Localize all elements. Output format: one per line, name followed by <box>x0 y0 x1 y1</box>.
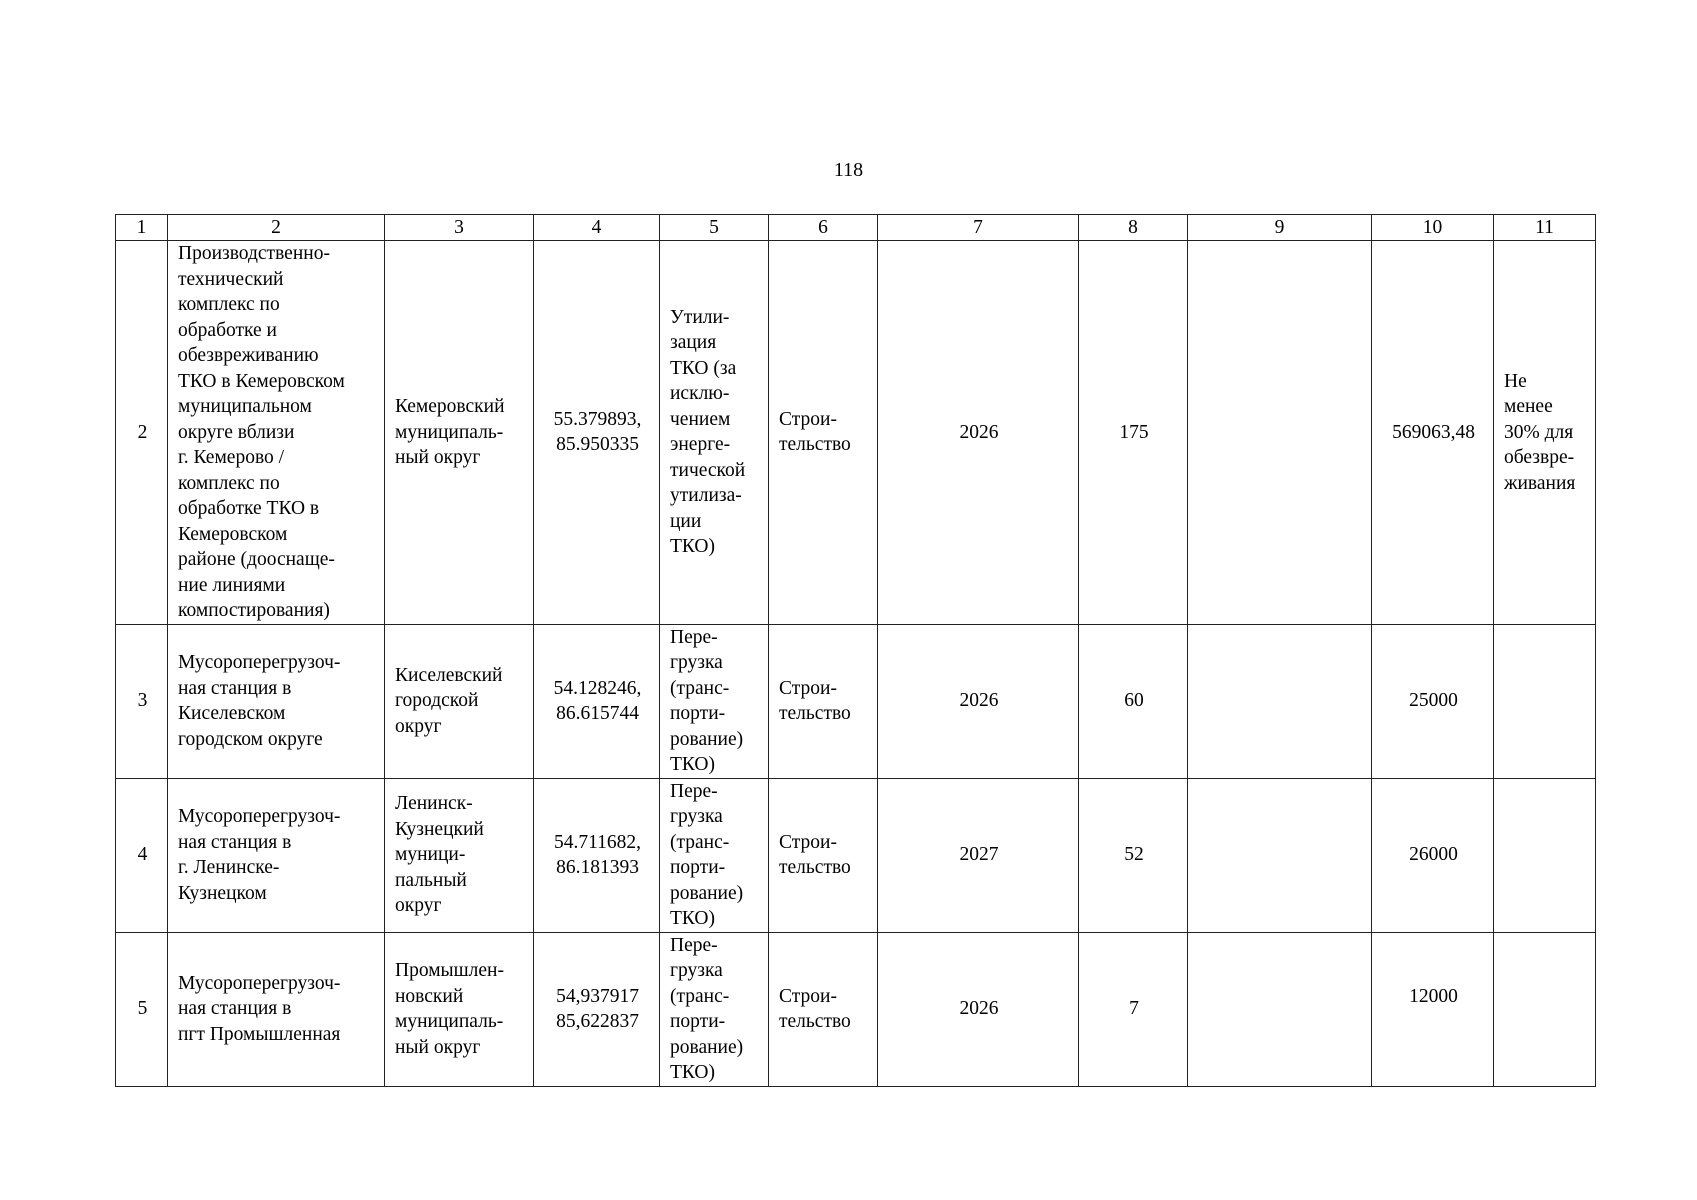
cost-cell: 25000 <box>1372 624 1494 778</box>
header-row <box>116 215 1596 241</box>
row-number-cell: 4 <box>116 778 168 932</box>
cost-cell <box>1372 932 1494 1086</box>
location-cell: Киселевский городской округ <box>385 624 534 778</box>
year-cell: 2027 <box>878 778 1079 932</box>
year-cell: 2026 <box>878 624 1079 778</box>
empty-cell <box>1188 778 1372 932</box>
coordinates-cell: 54.711682, 86.181393 <box>534 778 660 932</box>
location-cell: Промышлен- новский муниципаль- ный округ <box>385 932 534 1086</box>
cost-cell: 569063,48 <box>1372 241 1494 625</box>
row-number-cell: 2 <box>116 241 168 625</box>
header-cell: 1 <box>116 215 168 241</box>
work-type-cell: Строи- тельство <box>769 241 878 625</box>
cost-cell: 26000 <box>1372 778 1494 932</box>
header-cell: 4 <box>534 215 660 241</box>
object-name-cell: Мусороперегрузоч- ная станция в г. Ленинске- Кузнецком <box>168 778 385 932</box>
table-row <box>116 624 1596 778</box>
header-cell: 7 <box>878 215 1079 241</box>
header-cell: 8 <box>1079 215 1188 241</box>
note-cell <box>1494 624 1596 778</box>
header-cell: 6 <box>769 215 878 241</box>
purpose-cell: Пере- грузка (транс- порти- рование) ТКО) <box>660 624 769 778</box>
coordinates-cell: 54,937917 85,622837 <box>534 932 660 1086</box>
work-type-cell: Строи- тельство <box>769 932 878 1086</box>
note-cell: Не менее 30% для обезвре- живания <box>1494 241 1596 625</box>
row-number-cell: 3 <box>116 624 168 778</box>
work-type-cell: Строи- тельство <box>769 624 878 778</box>
empty-cell <box>1188 932 1372 1086</box>
coordinates-cell: 54.128246, 86.615744 <box>534 624 660 778</box>
header-cell: 9 <box>1188 215 1372 241</box>
page-number: 118 <box>833 159 864 181</box>
year-cell: 2026 <box>878 241 1079 625</box>
header-cell: 2 <box>168 215 385 241</box>
location-cell: Ленинск- Кузнецкий муници- пальный округ <box>385 778 534 932</box>
note-cell <box>1494 932 1596 1086</box>
data-table <box>115 214 1596 1087</box>
header-cell: 11 <box>1494 215 1596 241</box>
object-name-cell: Мусороперегрузоч- ная станция в пгт Промышленная <box>168 932 385 1086</box>
purpose-cell: Пере- грузка (транс- порти- рование) ТКО) <box>660 932 769 1086</box>
table-header <box>116 215 1596 241</box>
row-number-cell: 5 <box>116 932 168 1086</box>
empty-cell <box>1188 624 1372 778</box>
table-row <box>116 241 1596 625</box>
header-cell: 3 <box>385 215 534 241</box>
work-type-cell: Строи- тельство <box>769 778 878 932</box>
table-row <box>116 778 1596 932</box>
note-cell <box>1494 778 1596 932</box>
cost-value: 12000 <box>1409 986 1458 1008</box>
purpose-cell: Пере- грузка (транс- порти- рование) ТКО) <box>660 778 769 932</box>
purpose-cell: Утили- зация ТКО (за исклю- чением энерге- тической утилиза- ции ТКО) <box>660 241 769 625</box>
year-cell: 2026 <box>878 932 1079 1086</box>
empty-cell <box>1188 241 1372 625</box>
table-row <box>116 932 1596 1086</box>
capacity-cell: 175 <box>1079 241 1188 625</box>
object-name-cell: Мусороперегрузоч- ная станция в Киселевском городском округе <box>168 624 385 778</box>
capacity-cell: 7 <box>1079 932 1188 1086</box>
location-cell: Кемеровский муниципаль- ный округ <box>385 241 534 625</box>
capacity-cell: 52 <box>1079 778 1188 932</box>
coordinates-cell: 55.379893, 85.950335 <box>534 241 660 625</box>
header-cell: 10 <box>1372 215 1494 241</box>
object-name-cell: Производственно- технический комплекс по обработке и обезвреживанию ТКО в Кемеровском муниципальном округе вблизи г. Кемерово / комплекс по обработке ТКО в Кемеровском районе (дооснаще- ние линиями компостирования) <box>168 241 385 625</box>
capacity-cell: 60 <box>1079 624 1188 778</box>
header-cell: 5 <box>660 215 769 241</box>
